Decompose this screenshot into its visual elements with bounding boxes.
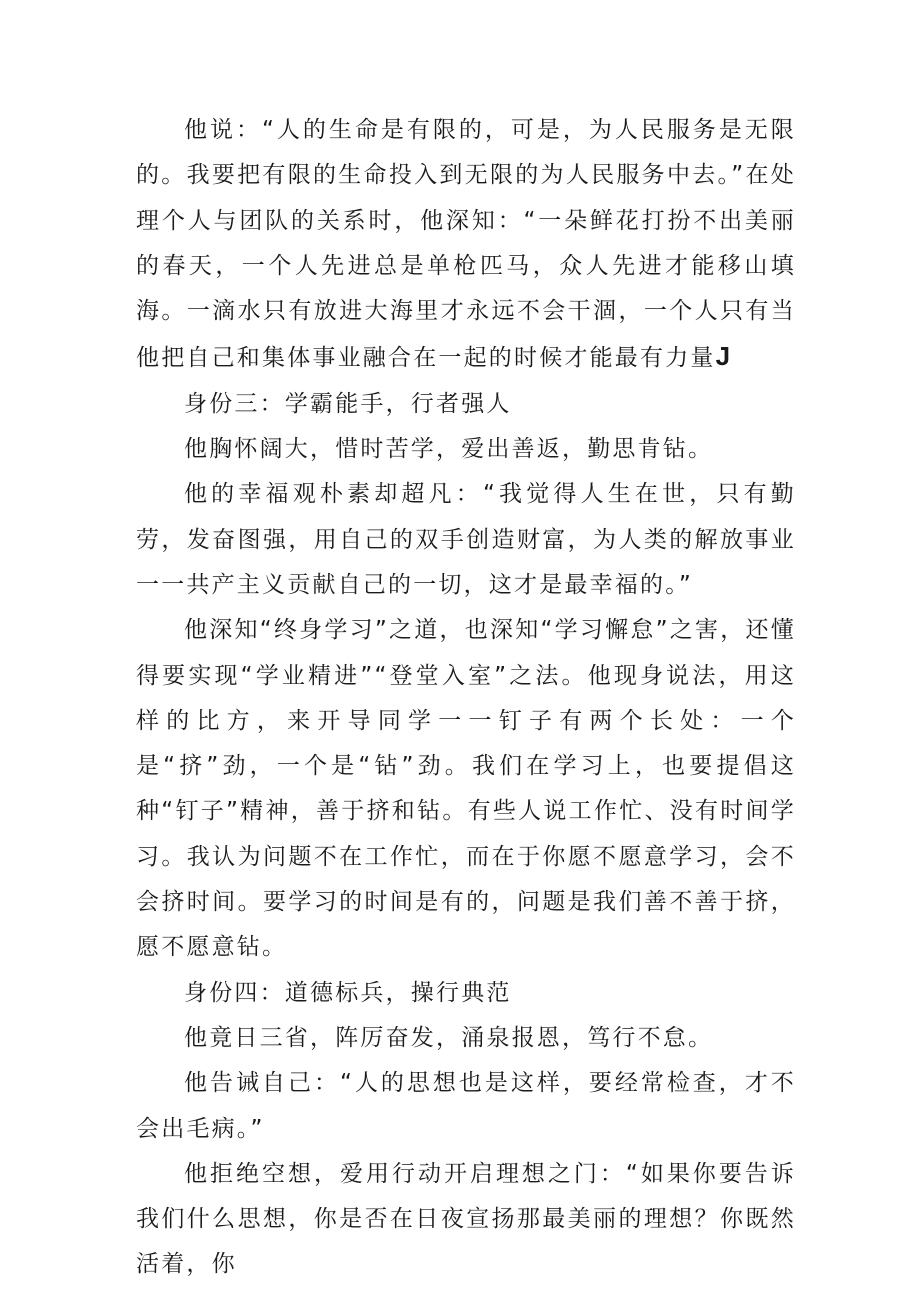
paragraph-6: 他告诫自己：“人的思想也是这样，要经常检查，才不会出毛病。” [136,1070,796,1142]
paragraph-7: 他拒绝空想，爱用行动开启理想之门：“如果你要告诉我们什么思想，你是否在日夜宣扬那最美丽的理想？你既然活着，你 [136,1160,796,1278]
paragraph-4: 他深知“终身学习”之道，也深知“学习懈怠”之害，还懂得要实现“学业精进”“登堂入室”之法。他现身说法，用这样的比方，来开导同学一一钉子有两个长处：一个是“挤”劲，一个是“钻”劲。我们在学习上，也要提倡这种“钉子”精神，善于挤和钻。有些人说工作忙、没有时间学习。我认为问题不在工作忙，而在于你愿不愿意学习，会不会挤时间。要学习的时间是有的，问题是我们善不善于挤，愿不愿意钻。 [136,617,796,961]
section-heading-4: 身份四：道德标兵，操行典范 [184,979,512,1006]
paragraph-1 [136,108,796,382]
section-heading-3: 身份三：学霸能手，行者强人 [184,390,512,417]
paragraph-2: 他胸怀阔大，惜时苦学，爱出善返，勤思肯钻。 [184,436,714,463]
paragraph-1-text: 他说：“人的生命是有限的，可是，为人民服务是无限的。我要把有限的生命投入到无限的为人民服务中去。”在处理个人与团队的关系时，他深知：“一朵鲜花打扮不出美丽的春天，一个人先进总是单枪匹马，众人先进才能移山填海。一滴水只有放进大海里才永远不会干涸，一个人只有当他把自己和集体事业融合在一起的时候才能最有力量 [136,117,796,372]
paragraph-1-tail: J [715,341,731,372]
paragraph-3: 他的幸福观朴素却超凡：“我觉得人生在世，只有勤劳，发奋图强，用自己的双手创造财富，为人类的解放事业一一共产主义贡献自己的一切，这才是最幸福的。” [136,481,796,598]
document-body [136,108,796,1288]
paragraph-5: 他竟日三省，阵厉奋发，涌泉报恩，笃行不怠。 [184,1024,714,1051]
